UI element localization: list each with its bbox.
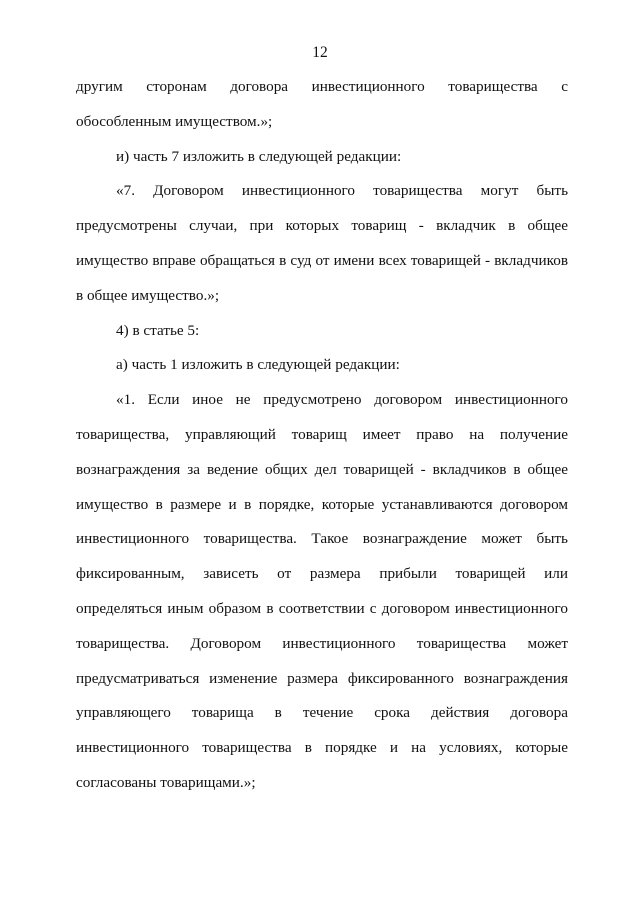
text-line: товарищества, управляющий товарищ имеет право на получение bbox=[76, 426, 568, 443]
text-line: определяться иным образом в соответствии с договором инвестиционного bbox=[76, 600, 568, 617]
text-line: имущество в размере и в порядке, которые устанавливаются договором bbox=[76, 495, 568, 513]
text-line: фиксированным, зависеть от размера прибыли товарищей или bbox=[76, 565, 568, 583]
text-line: обособленным имуществом.»; bbox=[76, 112, 273, 130]
text-line: вознаграждения за ведение общих дел товарищей - вкладчиков в общее bbox=[76, 460, 568, 478]
text-line: 4) в статье 5: bbox=[116, 321, 200, 339]
text-line: в общее имущество.»; bbox=[76, 286, 220, 304]
text-line: «7. Договором инвестиционного товарищества могут быть bbox=[116, 182, 568, 200]
text-line: управляющего товарища в течение срока действия договора bbox=[76, 704, 568, 722]
text-line: предусматриваться изменение размера фиксированного вознаграждения bbox=[76, 669, 568, 687]
text-line: а) часть 1 изложить в следующей редакции: bbox=[116, 356, 400, 374]
text-line: имущество вправе обращаться в суд от имени всех товарищей - вкладчиков bbox=[76, 252, 568, 269]
text-line: товарищества. Договором инвестиционного товарищества может bbox=[76, 634, 568, 652]
text-line: согласованы товарищами.»; bbox=[76, 774, 256, 791]
text-line: «1. Если иное не предусмотрено договором инвестиционного bbox=[116, 391, 568, 409]
page-number: 12 bbox=[312, 44, 328, 61]
text-line: другим сторонам договора инвестиционного товарищества с bbox=[76, 78, 568, 95]
text-line: предусмотрены случаи, при которых товарищ - вкладчик в общее bbox=[76, 217, 568, 235]
text-line: инвестиционного товарищества. Такое вознаграждение может быть bbox=[76, 530, 568, 548]
text-line: и) часть 7 изложить в следующей редакции: bbox=[116, 147, 402, 165]
text-line: инвестиционного товарищества в порядке и на условиях, которые bbox=[76, 739, 568, 757]
